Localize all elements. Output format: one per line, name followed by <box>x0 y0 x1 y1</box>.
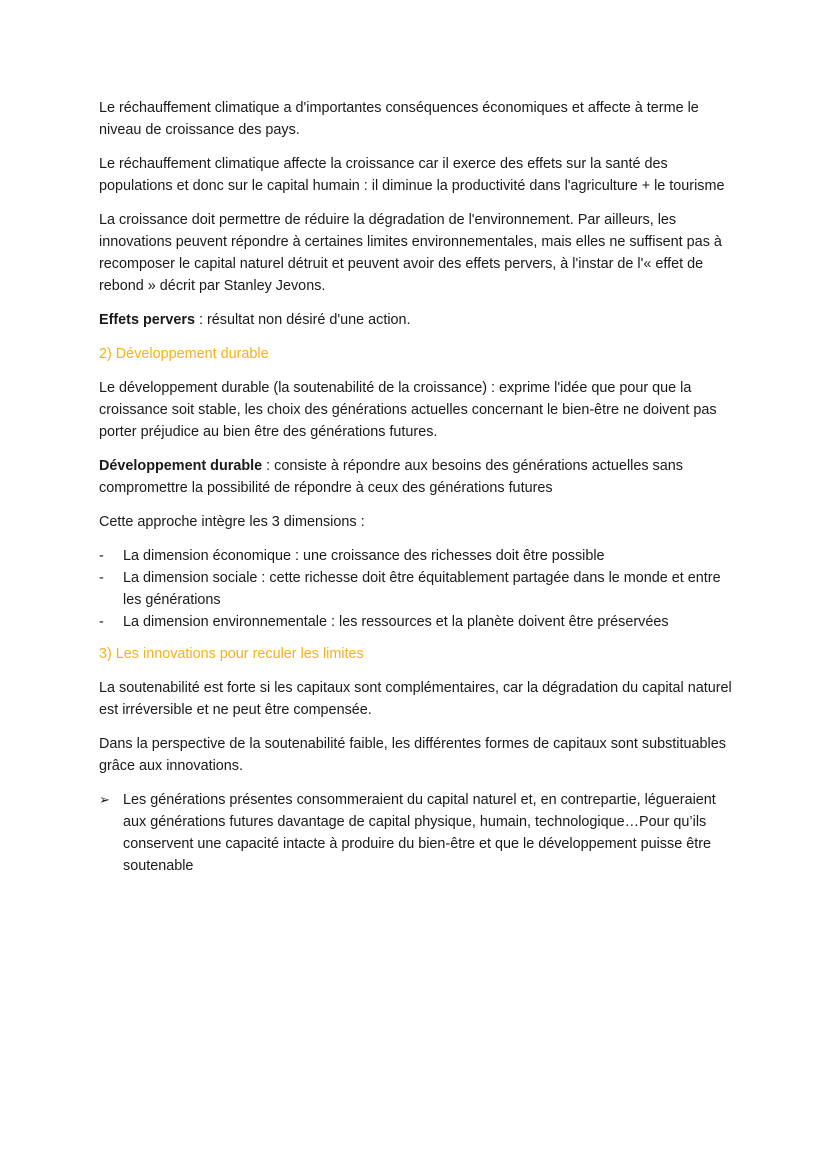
list-item <box>99 611 739 633</box>
list-item-text: La dimension environnementale : les ressources et la planète doivent être préservées <box>123 614 669 630</box>
document-page <box>99 97 739 877</box>
arrow-bullet-icon: ➢ <box>99 792 110 807</box>
list-item-text: La dimension sociale : cette richesse doit être équitablement partagée dans le monde et entre les générations <box>123 570 721 608</box>
list-item <box>99 567 739 611</box>
paragraph-innovation-limits: La croissance doit permettre de réduire la dégradation de l'environnement. Par ailleurs, les innovations peuvent répondre à certaines limites environnementales, mais elles ne suffisent pas à recomposer le capital naturel détruit et peuvent avoir des effets pervers, à l'instar de l'« effet de rebond » décrit par Stanley Jevons. <box>99 212 722 294</box>
paragraph-climate-consequences: Le réchauffement climatique a d'importantes conséquences économiques et affecte à terme le niveau de croissance des pays. <box>99 100 699 138</box>
dash-marker: - <box>99 570 104 586</box>
list-item <box>99 545 739 567</box>
paragraph-climate-growth: Le réchauffement climatique affecte la croissance car il exerce des effets sur la santé des populations et donc sur le capital humain : il diminue la productivité dans l'agriculture + le tourisme <box>99 156 725 194</box>
section-heading-developpement-durable: 2) Développement durable <box>99 346 269 362</box>
definition-term: Effets pervers <box>99 312 195 328</box>
dash-marker: - <box>99 548 104 564</box>
paragraph-weak-sustainability: Dans la perspective de la soutenabilité faible, les différentes formes de capitaux sont substituables grâce aux innovations. <box>99 736 726 774</box>
definition-developpement-durable <box>99 455 739 499</box>
list-item-text: La dimension économique : une croissance des richesses doit être possible <box>123 548 605 564</box>
definition-effets-pervers <box>99 309 739 331</box>
dimensions-list <box>99 545 739 633</box>
list-item-text: Les générations présentes consommeraient du capital naturel et, en contrepartie, légueraient aux générations futures davantage de capital physique, humain, technologique…Pour qu’ils conservent une capacité intacte à produire du bien-être et que le développement puisse être soutenable <box>123 792 716 874</box>
list-item <box>99 789 739 877</box>
definition-text: : consiste à répondre aux besoins des générations actuelles sans compromettre la possibilité de répondre à ceux des générations futures <box>99 458 683 496</box>
section-heading-innovations: 3) Les innovations pour reculer les limites <box>99 646 364 662</box>
definition-term: Développement durable <box>99 458 263 474</box>
definition-text: : résultat non désiré d'une action. <box>195 312 411 328</box>
arrow-bullet-list <box>99 789 739 877</box>
dash-marker: - <box>99 614 104 630</box>
paragraph-three-dimensions: Cette approche intègre les 3 dimensions : <box>99 514 365 530</box>
paragraph-sustainable-development: Le développement durable (la soutenabilité de la croissance) : exprime l'idée que pour que la croissance soit stable, les choix des générations actuelles concernant le bien-être ne doivent pas porter préjudice au bien être des générations futures. <box>99 380 717 440</box>
paragraph-strong-sustainability: La soutenabilité est forte si les capitaux sont complémentaires, car la dégradation du capital naturel est irréversible et ne peut être compensée. <box>99 680 732 718</box>
